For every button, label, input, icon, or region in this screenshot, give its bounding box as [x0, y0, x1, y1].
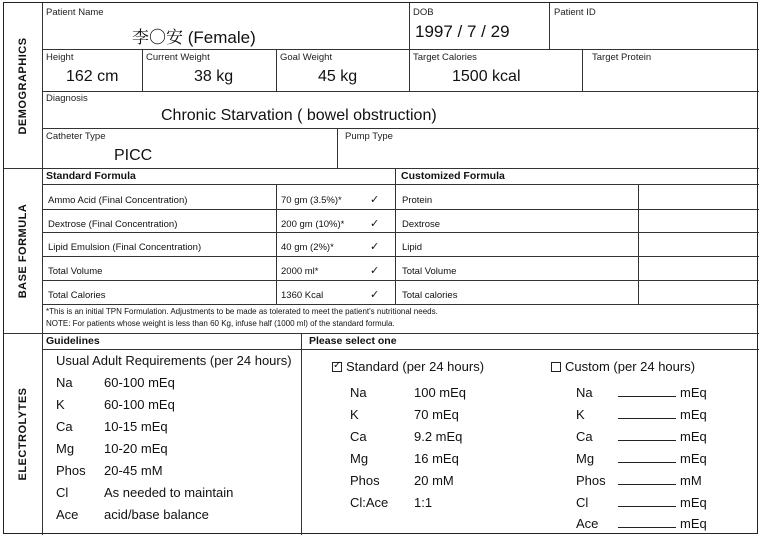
custom-value-blank[interactable] [618, 496, 676, 507]
formula-row-name: Ammo Acid (Final Concentration) [48, 195, 188, 206]
custom-row-entry[interactable] [618, 429, 707, 444]
formula-row-name: Dextrose (Final Concentration) [48, 219, 178, 230]
guideline-value: 10-15 mEq [104, 419, 168, 434]
guideline-name: Ace [56, 507, 79, 522]
formula-row-name: Total Volume [48, 266, 103, 277]
custom-row-name: Total calories [402, 290, 458, 301]
standard-option[interactable] [332, 359, 484, 374]
formula-note-initial: *This is an initial TPN Formulation. Adjustments to be made as tolerated to meet the patient's nutritional needs. [46, 307, 438, 316]
custom-row-name: Lipid [402, 242, 423, 253]
formula-row-value: 200 gm (10%)* [281, 219, 345, 230]
check-icon: ✓ [370, 289, 380, 301]
custom-row-name: Na [576, 385, 593, 400]
standard-row-value: 20 mM [414, 473, 454, 488]
custom-row-name: Mg [576, 451, 595, 466]
check-icon: ✓ [370, 218, 380, 230]
diagnosis-label: Diagnosis [46, 93, 88, 104]
custom-row-name: Cl [576, 495, 589, 510]
custom-row-unit: mEq [680, 385, 707, 400]
patient-id-label: Patient ID [554, 7, 596, 18]
check-icon: ✓ [370, 265, 380, 277]
guideline-value: As needed to maintain [104, 485, 234, 500]
standard-row-name: Na [350, 385, 367, 400]
demographics-section-label: DEMOGRAPHICS [17, 37, 29, 135]
custom-checkbox[interactable] [551, 362, 561, 372]
catheter-type-value: PICC [114, 147, 153, 164]
custom-row-unit: mM [680, 473, 702, 488]
custom-option[interactable] [551, 359, 695, 374]
standard-row-value: 70 mEq [414, 407, 459, 422]
custom-row-unit: mEq [680, 407, 707, 422]
custom-row-entry[interactable] [618, 495, 707, 510]
guideline-value: 10-20 mEq [104, 441, 168, 456]
custom-row-name: Total Volume [402, 266, 457, 277]
custom-row-name: Phos [576, 473, 606, 488]
customized-formula-header: Customized Formula [401, 170, 505, 182]
dob-label: DOB [413, 7, 434, 18]
dob-value: 1997 / 7 / 29 [415, 22, 510, 41]
custom-row-entry[interactable] [618, 516, 707, 531]
guideline-value: 60-100 mEq [104, 375, 175, 390]
custom-option-label: Custom (per 24 hours) [565, 359, 696, 374]
electrolytes-section-label: ELECTROLYTES [17, 387, 29, 481]
formula-row-value: 1360 Kcal [281, 290, 324, 301]
custom-value-blank[interactable] [618, 517, 676, 528]
custom-row-name: K [576, 407, 585, 422]
custom-value-blank[interactable] [618, 386, 676, 397]
check-icon: ✓ [370, 194, 380, 206]
patient-name-value: 李〇安 (Female) [132, 28, 256, 47]
standard-row-name: Mg [350, 451, 369, 466]
formula-row-value: 2000 ml* [281, 266, 319, 277]
custom-row-entry[interactable] [618, 385, 707, 400]
custom-row-unit: mEq [680, 495, 707, 510]
height-value: 162 cm [66, 68, 119, 85]
custom-row-name: Dextrose [402, 219, 441, 230]
custom-row-unit: mEq [680, 429, 707, 444]
guideline-name: Cl [56, 485, 69, 500]
custom-value-blank[interactable] [618, 408, 676, 419]
formula-row-name: Lipid Emulsion (Final Concentration) [48, 242, 202, 253]
custom-row-unit: mEq [680, 451, 707, 466]
standard-row-name: Cl:Ace [350, 495, 389, 510]
guideline-name: Na [56, 375, 73, 390]
guideline-name: Mg [56, 441, 75, 456]
formula-note-weight: NOTE: For patients whose weight is less than 60 Kg, infuse half (1000 ml) of the standard formula. [46, 319, 395, 328]
standard-row-value: 100 mEq [414, 385, 467, 400]
standard-checkbox[interactable] [332, 362, 342, 372]
formula-row-name: Total Calories [48, 290, 106, 301]
custom-row-name: Ca [576, 429, 593, 444]
target-calories-label: Target Calories [413, 52, 477, 63]
standard-row-value: 1:1 [414, 495, 433, 510]
standard-row-value: 16 mEq [414, 451, 459, 466]
height-label: Height [46, 52, 74, 63]
standard-row-name: Phos [350, 473, 380, 488]
standard-option-label: Standard (per 24 hours) [346, 359, 485, 374]
guideline-value: acid/base balance [104, 507, 209, 522]
goal-weight-label: Goal Weight [280, 52, 333, 63]
current-weight-value: 38 kg [194, 68, 234, 85]
custom-value-blank[interactable] [618, 474, 676, 485]
catheter-type-label: Catheter Type [46, 131, 106, 142]
formula-row-value: 70 gm (3.5%)* [281, 195, 342, 206]
guidelines-header: Guidelines [46, 335, 100, 347]
custom-value-blank[interactable] [618, 430, 676, 441]
patient-name-label: Patient Name [46, 7, 104, 18]
custom-row-name: Ace [576, 516, 599, 531]
custom-value-blank[interactable] [618, 452, 676, 463]
formula-row-value: 40 gm (2%)* [281, 242, 334, 253]
guideline-value: 20-45 mM [104, 463, 163, 478]
select-one-header: Please select one [309, 335, 397, 347]
pump-type-label: Pump Type [345, 131, 393, 142]
standard-row-name: K [350, 407, 359, 422]
custom-row-name: Protein [402, 195, 433, 206]
current-weight-label: Current Weight [146, 52, 210, 63]
standard-formula-header: Standard Formula [46, 170, 136, 182]
diagnosis-value: Chronic Starvation ( bowel obstruction) [161, 107, 437, 124]
base-formula-section-label: BASE FORMULA [17, 203, 29, 299]
custom-row-unit: mEq [680, 516, 707, 531]
guideline-name: Phos [56, 463, 86, 478]
target-protein-label: Target Protein [592, 52, 652, 63]
guideline-value: 60-100 mEq [104, 397, 175, 412]
guideline-name: Ca [56, 419, 73, 434]
standard-row-value: 9.2 mEq [414, 429, 463, 444]
guidelines-title: Usual Adult Requirements (per 24 hours) [56, 353, 292, 368]
custom-row-entry[interactable] [618, 473, 702, 488]
target-calories-value: 1500 kcal [452, 68, 521, 85]
tpn-order-form [3, 2, 758, 534]
goal-weight-value: 45 kg [318, 68, 358, 85]
custom-row-entry[interactable] [618, 451, 707, 466]
standard-row-name: Ca [350, 429, 367, 444]
guideline-name: K [56, 397, 65, 412]
check-icon: ✓ [370, 241, 380, 253]
custom-row-entry[interactable] [618, 407, 707, 422]
